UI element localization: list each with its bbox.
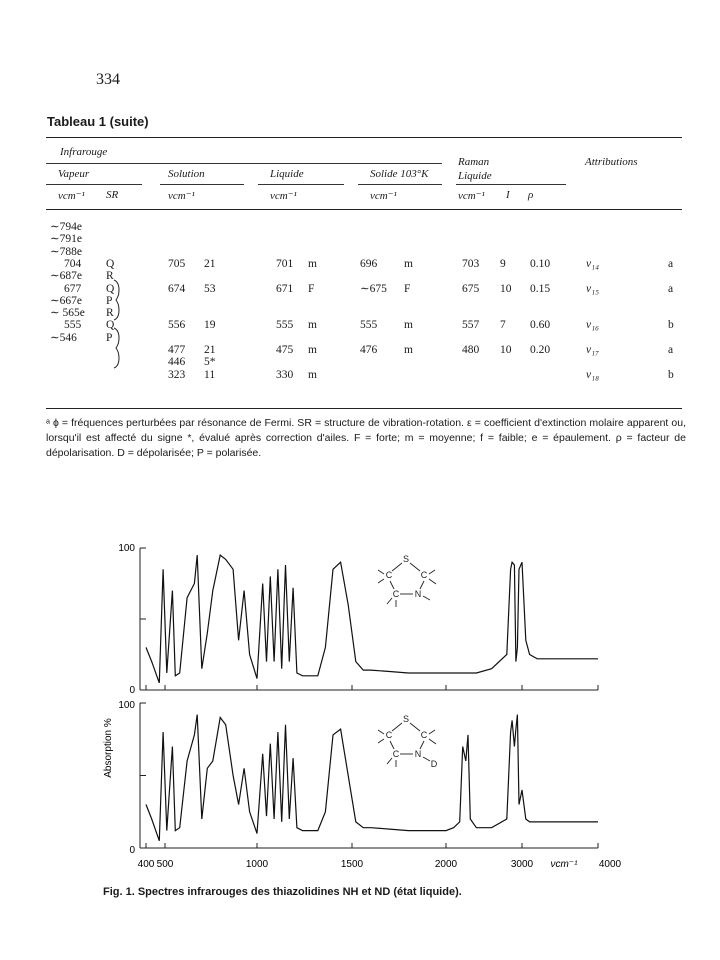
header-unit-vapeur: νcm⁻¹ — [58, 190, 85, 202]
header-vapeur: Vapeur — [58, 168, 90, 180]
cell-sym: b — [668, 368, 674, 381]
cell-eps: 11 — [204, 368, 216, 381]
x-tick-2000: 2000 — [434, 859, 458, 870]
cell-sol: 323 — [168, 368, 186, 381]
cell-ram: 703 — [462, 257, 480, 270]
cell-sr: R — [106, 307, 114, 320]
cell-ram: 480 — [462, 344, 480, 356]
cell-eps: 21 — [204, 257, 216, 270]
molecule-nd — [378, 714, 438, 769]
y-tick-top-0: 0 — [129, 685, 135, 696]
mol-bot-d: D — [430, 759, 438, 769]
molecule-nh — [378, 554, 436, 607]
x-tick-1500: 1500 — [340, 859, 364, 870]
cell-rho: 0.60 — [530, 319, 551, 332]
y-tick-bot-0: 0 — [129, 845, 135, 856]
cell-vap: ∼546 — [50, 331, 77, 344]
cell-vap: 704 — [64, 257, 82, 270]
cell-attr: ν₁₄ — [586, 257, 600, 270]
spectrum-nh-line — [146, 555, 598, 683]
cell-attr: ν₁₅ — [586, 282, 600, 295]
spectrum-nd-line — [146, 715, 598, 841]
cell-sdi: F — [404, 282, 411, 295]
cell-sr: P — [106, 331, 113, 344]
page-number: 334 — [96, 71, 120, 88]
cell-sol: 674 — [168, 282, 186, 295]
mol-top-c1: C — [385, 570, 393, 580]
y-tick-bot-100: 100 — [118, 700, 135, 711]
header-infrarouge: Infrarouge — [60, 146, 108, 158]
cell-sym: a — [668, 344, 674, 356]
cell-sdi: m — [404, 344, 413, 356]
table-footnote: ᵃ ϕ = fréquences perturbées par résonance de Fermi. SR = structure de vibration-rotation. ε = coefficient d'extinction molaire apparent ou, lorsqu'il est affecté du signe *, évalué après correction d'ailes. F = forte; m = moyenne; f = faible; e = épaulement. ρ = facteur de dépolarisation. D = dépolarisée; P = polarisée. — [46, 417, 686, 459]
cell-ram: 675 — [462, 282, 480, 295]
cell-eps: 21 — [204, 344, 216, 356]
bottom-panel-frame — [140, 703, 598, 848]
mol-bot-c2: C — [420, 730, 428, 740]
cell-ri: 10 — [500, 344, 512, 356]
cell-sym: b — [668, 319, 674, 332]
header-solution: Solution — [168, 168, 205, 180]
cell-sd: 696 — [360, 257, 378, 270]
y-axis-label: Absorption % — [103, 718, 114, 778]
cell-liq: 671 — [276, 282, 294, 295]
cell-ri: 10 — [500, 282, 512, 295]
cell-attr: ν₁₆ — [586, 319, 600, 332]
cell-eps: 5* — [204, 356, 216, 369]
cell-sdi: m — [404, 319, 413, 332]
header-unit-raman: νcm⁻¹ — [458, 190, 485, 202]
cell-sym: a — [668, 257, 674, 270]
cell-sol: 477 — [168, 344, 186, 356]
cell-sr: Q — [106, 319, 115, 332]
mol-top-n: N — [414, 589, 422, 599]
cell-sr: R — [106, 270, 114, 283]
cell-liqi: m — [308, 344, 317, 356]
cell-sd: 476 — [360, 344, 378, 356]
cell-sd: 555 — [360, 319, 378, 332]
x-tick-1000: 1000 — [245, 859, 269, 870]
header-liquide: Liquide — [270, 168, 304, 180]
cell-vap: 677 — [64, 282, 82, 295]
cell-vap: ∼667e — [50, 294, 82, 307]
cell-eps: 19 — [204, 319, 216, 332]
cell-ram: 557 — [462, 319, 480, 332]
figure-caption: Fig. 1. Spectres infrarouges des thiazolidines NH et ND (état liquide). — [103, 886, 462, 898]
mol-bot-n: N — [414, 749, 422, 759]
cell-sr: P — [106, 294, 113, 307]
mol-top-c2: C — [420, 570, 428, 580]
cell-sol: 556 — [168, 319, 186, 332]
header-unit-liquide: νcm⁻¹ — [270, 190, 297, 202]
mol-bot-s: S — [402, 714, 410, 724]
cell-sol: 446 — [168, 356, 186, 369]
cell-vap: 555 — [64, 319, 82, 332]
cell-liq: 555 — [276, 319, 294, 332]
cell-liqi: m — [308, 319, 317, 332]
cell-sym: a — [668, 282, 674, 295]
x-tick-3000: 3000 — [510, 859, 534, 870]
table-title: Tableau 1 (suite) — [47, 114, 149, 129]
cell-liqi: m — [308, 368, 317, 381]
header-raman: Raman — [458, 156, 490, 168]
y-tick-top-100: 100 — [118, 543, 135, 554]
header-solide: Solide 103°K — [370, 168, 429, 180]
cell-rho: 0.15 — [530, 282, 551, 295]
x-axis-unit: νcm⁻¹ — [550, 859, 578, 870]
mol-top-c3: C — [392, 589, 400, 599]
cell-ri: 9 — [500, 257, 506, 270]
cell-sr: Q — [106, 257, 115, 270]
header-unit-solide: νcm⁻¹ — [370, 190, 397, 202]
cell-liq: 330 — [276, 368, 294, 381]
header-rho: ρ — [528, 189, 534, 201]
header-unit-solution: νcm⁻¹ — [168, 190, 195, 202]
header-sr: SR — [106, 189, 119, 201]
cell-sol: 705 — [168, 257, 186, 270]
cell-attr: ν₁₇ — [586, 344, 600, 356]
cell-vap: ∼687e — [50, 270, 82, 283]
cell-liqi: m — [308, 257, 317, 270]
cell-vap: ∼791e — [50, 233, 82, 246]
cell-liq: 475 — [276, 344, 294, 356]
cell-rho: 0.20 — [530, 344, 551, 356]
cell-liq: 701 — [276, 257, 294, 270]
cell-eps: 53 — [204, 282, 216, 295]
header-I: I — [506, 189, 510, 201]
cell-sdi: m — [404, 257, 413, 270]
x-tick-400: 400 — [137, 859, 155, 870]
cell-ri: 7 — [500, 319, 506, 332]
x-tick-4000: 4000 — [598, 859, 622, 870]
cell-sd: ∼675 — [360, 282, 387, 295]
cell-sr: Q — [106, 282, 115, 295]
cell-vap: ∼794e — [50, 221, 82, 233]
header-attributions: Attributions — [585, 156, 638, 168]
mol-bot-c3: C — [392, 749, 400, 759]
cell-vap: ∼788e — [50, 245, 82, 258]
cell-liqi: F — [308, 282, 315, 295]
mol-top-s: S — [402, 554, 410, 564]
x-tick-500: 500 — [156, 859, 174, 870]
mol-bot-c1: C — [385, 730, 393, 740]
cell-attr: ν₁₈ — [586, 368, 600, 381]
cell-vap: ∼ 565e — [50, 307, 85, 320]
cell-rho: 0.10 — [530, 257, 551, 270]
header-raman-liquide: Liquide — [458, 170, 492, 182]
